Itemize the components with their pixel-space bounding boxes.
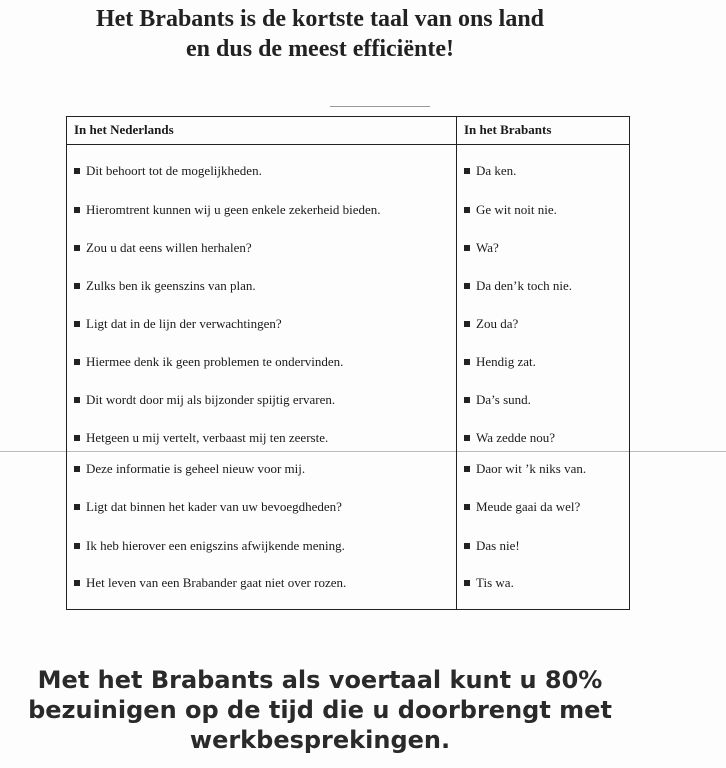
- brabants-phrase: Hendig zat.: [476, 354, 536, 369]
- brabants-phrase: Meude gaai da wel?: [476, 499, 581, 514]
- bullet-icon: [464, 543, 470, 549]
- bullet-icon: [74, 543, 80, 549]
- bullet-icon: [74, 580, 80, 586]
- table-row-brabants: [464, 499, 580, 515]
- bullet-icon: [74, 207, 80, 213]
- bullet-icon: [74, 397, 80, 403]
- table-row-brabants: [464, 461, 586, 477]
- table-row-brabants: [464, 240, 499, 256]
- brabants-phrase: Da den’k toch nie.: [476, 278, 573, 293]
- dutch-phrase: Het leven van een Brabander gaat niet over rozen.: [86, 575, 347, 590]
- title-line-1: Het Brabants is de kortste taal van ons land: [95, 6, 545, 32]
- table-row-brabants: [464, 575, 514, 591]
- table-row-dutch: [74, 499, 342, 515]
- bullet-icon: [464, 359, 470, 365]
- table-row-brabants: [464, 278, 572, 294]
- bullet-icon: [74, 245, 80, 251]
- header-dutch: In het Nederlands: [74, 122, 174, 137]
- bullet-icon: [74, 466, 80, 472]
- dutch-phrase: Dit behoort tot de mogelijkheden.: [86, 163, 262, 178]
- footer-line-2: bezuinigen op de tijd die u doorbrengt met: [28, 696, 612, 724]
- title-line-2: en dus de meest efficiënte!: [186, 36, 454, 62]
- table-row-brabants: [464, 202, 557, 218]
- brabants-phrase: Da’s sund.: [476, 392, 531, 407]
- bullet-icon: [464, 466, 470, 472]
- footer-line-1: Met het Brabants als voertaal kunt u 80%: [37, 666, 603, 694]
- bullet-icon: [74, 435, 80, 441]
- dutch-phrase: Dit wordt door mij als bijzonder spijtig ervaren.: [86, 392, 336, 407]
- column-divider: [456, 116, 457, 610]
- dutch-phrase: Ik heb hierover een enigszins afwijkende mening.: [86, 538, 345, 553]
- table-row-brabants: [464, 316, 518, 332]
- footer-text: [0, 665, 640, 755]
- table-row-brabants: [464, 538, 520, 554]
- brabants-phrase: Zou da?: [476, 316, 519, 331]
- bullet-icon: [464, 397, 470, 403]
- table-row-dutch: [74, 538, 345, 554]
- brabants-phrase: Ge wit noit nie.: [476, 202, 557, 217]
- dutch-phrase: Ligt dat in de lijn der verwachtingen?: [86, 316, 282, 331]
- table-row-dutch: [74, 461, 305, 477]
- brabants-phrase: Da ken.: [476, 163, 517, 178]
- table-row-dutch: [74, 575, 346, 591]
- bullet-icon: [74, 168, 80, 174]
- table-row-dutch: [74, 392, 335, 408]
- table-row-dutch: [74, 316, 282, 332]
- table-row-brabants: [464, 354, 536, 370]
- brabants-phrase: Daor wit ’k niks van.: [476, 461, 587, 476]
- bullet-icon: [464, 580, 470, 586]
- table-row-dutch: [74, 202, 381, 218]
- dutch-phrase: Deze informatie is geheel nieuw voor mij.: [86, 461, 306, 476]
- table-row-brabants: [464, 430, 555, 446]
- table-row-brabants: [464, 392, 531, 408]
- bullet-icon: [74, 321, 80, 327]
- brabants-phrase: Das nie!: [476, 538, 520, 553]
- bullet-icon: [74, 504, 80, 510]
- dutch-phrase: Hieromtrent kunnen wij u geen enkele zekerheid bieden.: [86, 202, 381, 217]
- bullet-icon: [74, 283, 80, 289]
- header-divider: [66, 144, 630, 145]
- bullet-icon: [74, 359, 80, 365]
- bullet-icon: [464, 321, 470, 327]
- brabants-phrase: Wa?: [476, 240, 499, 255]
- brabants-phrase: Tis wa.: [476, 575, 514, 590]
- dutch-phrase: Ligt dat binnen het kader van uw bevoegdheden?: [86, 499, 342, 514]
- brabants-phrase: Wa zedde nou?: [476, 430, 556, 445]
- dutch-phrase: Zulks ben ik geenszins van plan.: [86, 278, 256, 293]
- divider-rule: [330, 106, 430, 107]
- table-row-dutch: [74, 240, 252, 256]
- table-row-dutch: [74, 430, 328, 446]
- dutch-phrase: Hetgeen u mij vertelt, verbaast mij ten zeerste.: [86, 430, 329, 445]
- bullet-icon: [464, 245, 470, 251]
- bullet-icon: [464, 283, 470, 289]
- bullet-icon: [464, 435, 470, 441]
- header-brabants: In het Brabants: [464, 122, 552, 137]
- page-title: [0, 4, 640, 64]
- dutch-phrase: Hiermee denk ik geen problemen te ondervinden.: [86, 354, 344, 369]
- footer-line-3: werkbesprekingen.: [189, 726, 451, 754]
- dutch-phrase: Zou u dat eens willen herhalen?: [86, 240, 252, 255]
- bullet-icon: [464, 207, 470, 213]
- table-row-brabants: [464, 163, 516, 179]
- bullet-icon: [464, 504, 470, 510]
- bullet-icon: [464, 168, 470, 174]
- table-row-dutch: [74, 163, 262, 179]
- table-row-dutch: [74, 354, 343, 370]
- table-row-dutch: [74, 278, 256, 294]
